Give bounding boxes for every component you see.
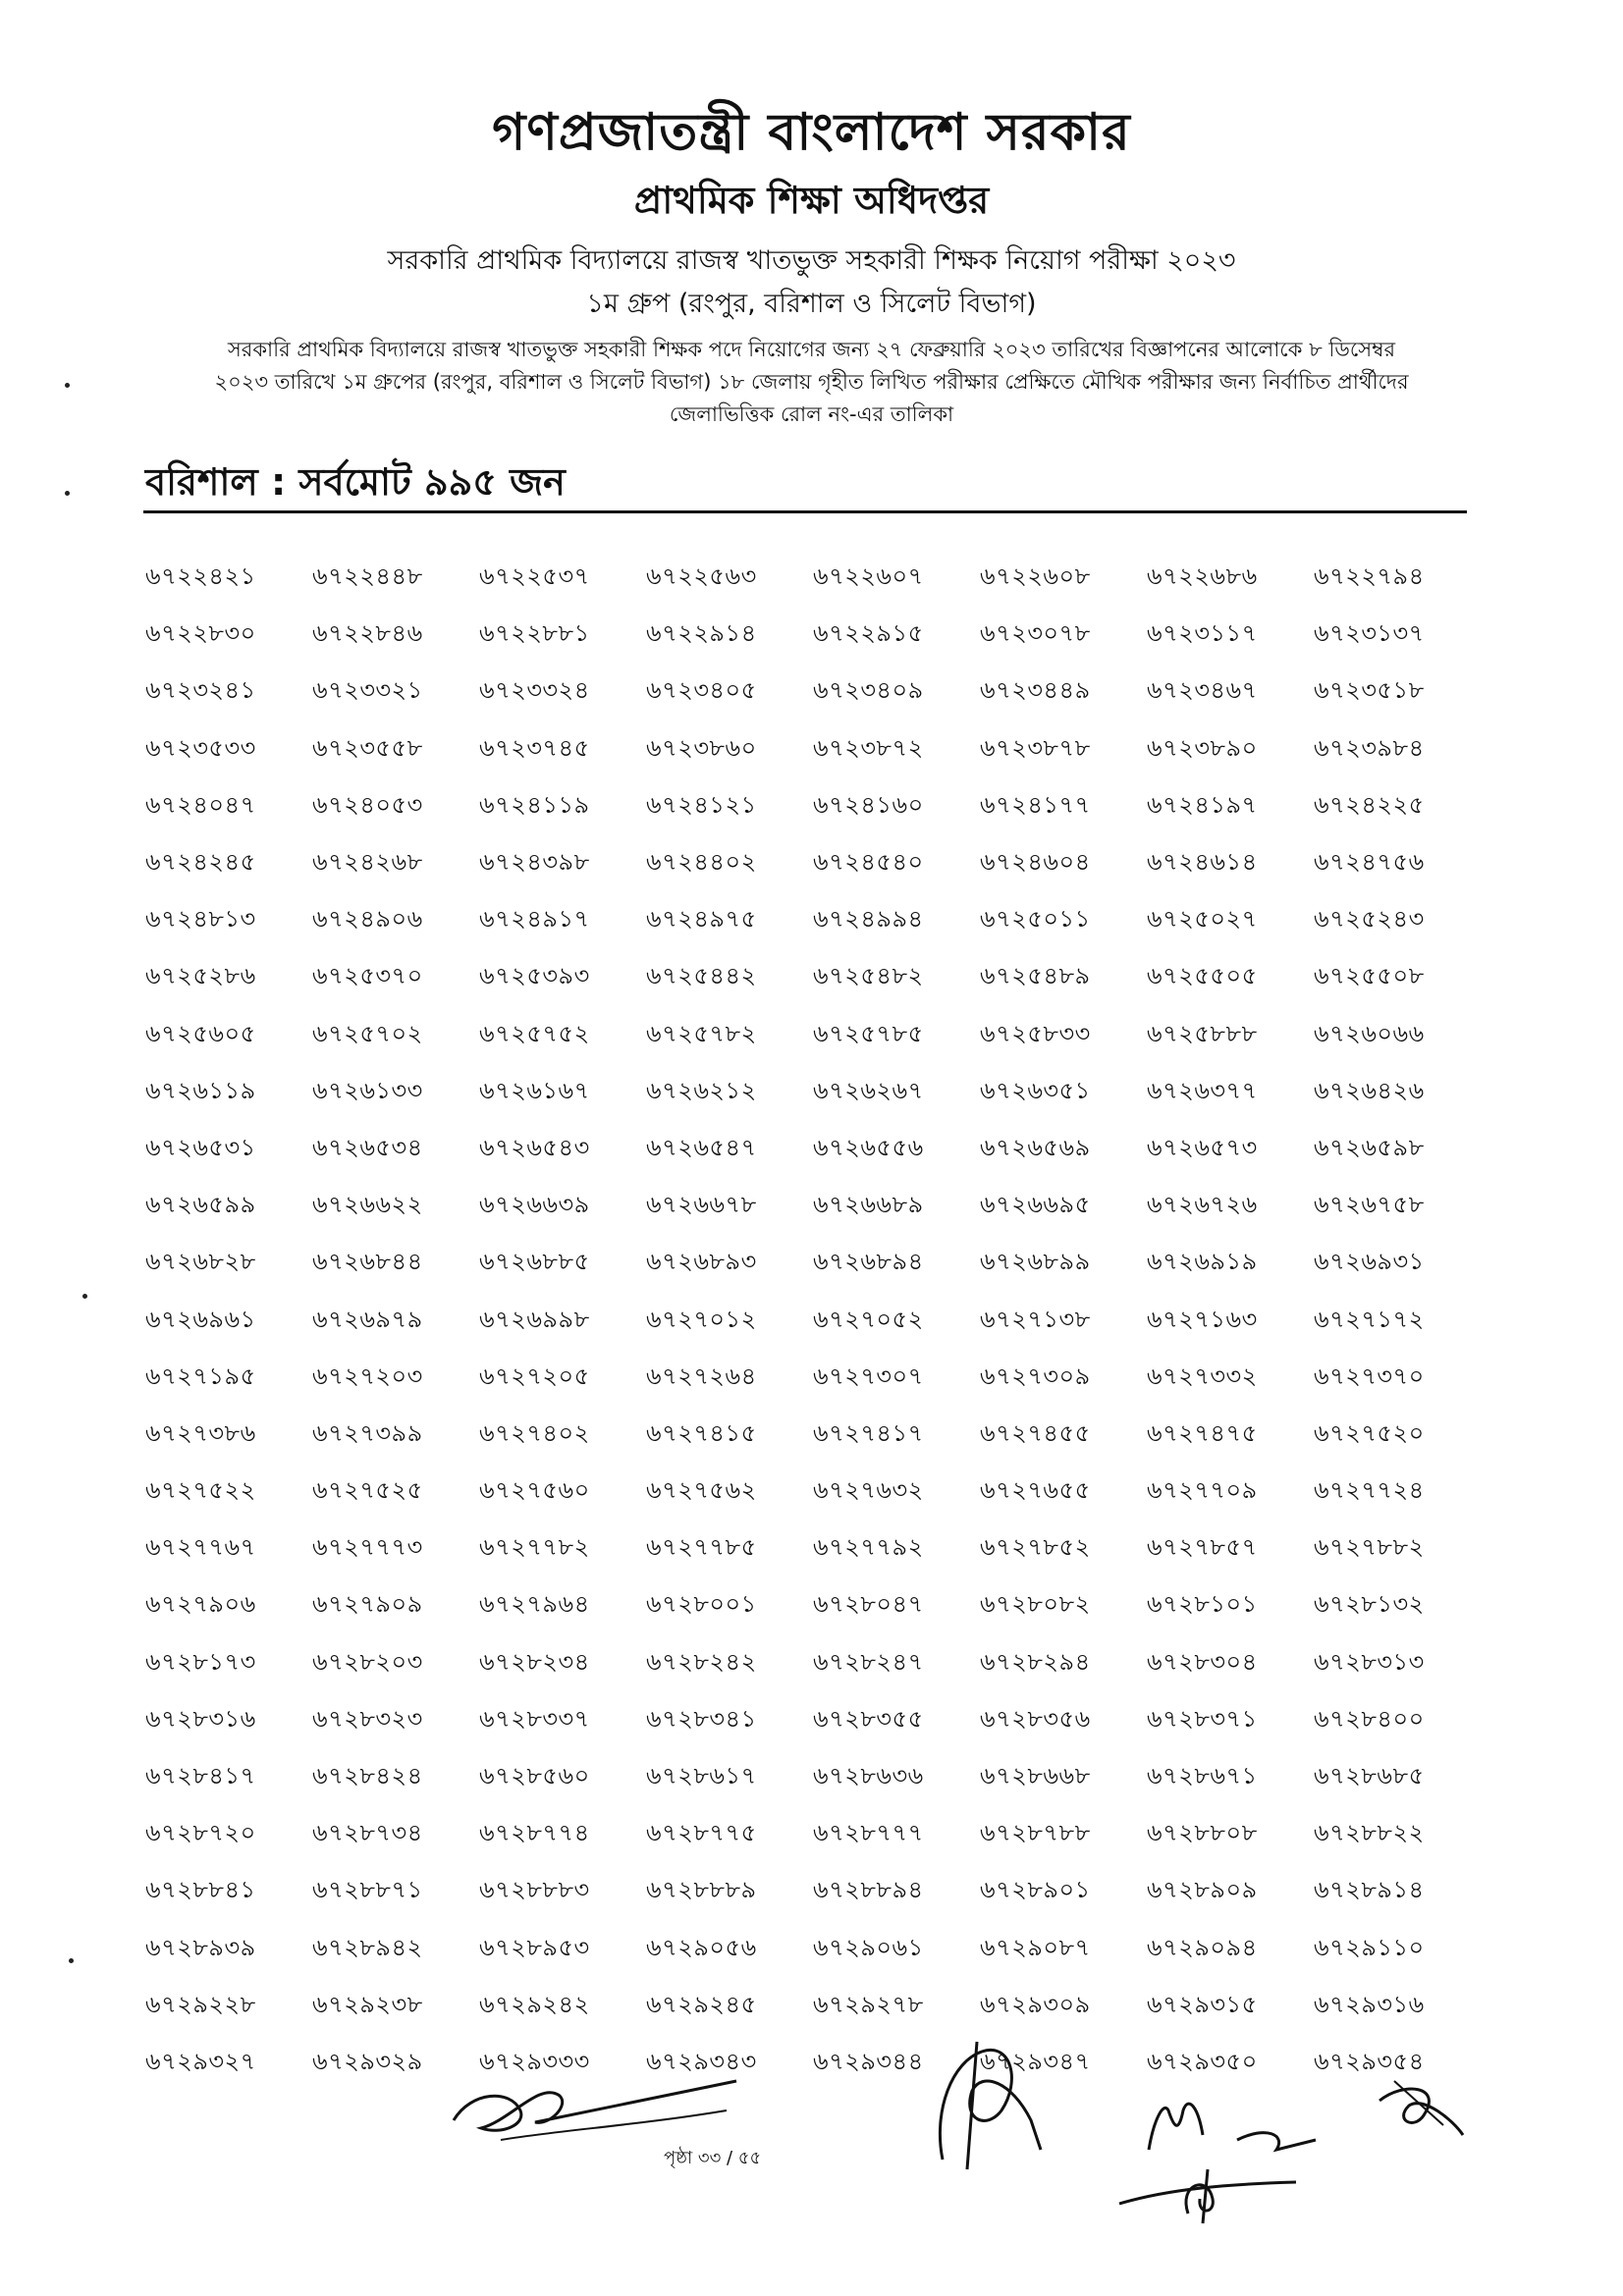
roll-number-cell: ৬৭২৬৭২৬ (1147, 1191, 1258, 1219)
roll-number-cell: ৬৭২৭৫২০ (1314, 1418, 1425, 1447)
roll-number-cell: ৬৭২৬৬৭৮ (646, 1191, 757, 1219)
roll-number-cell: ৬৭২৩৮৯০ (1147, 733, 1258, 762)
roll-number-cell: ৬৭২২৫৬৩ (646, 562, 757, 591)
roll-number-cell: ৬৭২৬৬৩৯ (479, 1191, 590, 1219)
roll-number-cell: ৬৭২৪০৫৩ (312, 790, 423, 819)
roll-number-cell: ৬৭২২৫৩৭ (479, 562, 590, 591)
roll-number-cell: ৬৭২৩০৭৮ (980, 619, 1091, 648)
roll-number-cell: ৬৭২৮৩৫৫ (813, 1704, 924, 1733)
roll-number-cell: ৬৭২৫২৮৬ (145, 962, 256, 990)
scan-speck (65, 491, 70, 496)
roll-number-cell: ৬৭২৬৫৯৯ (145, 1191, 256, 1219)
roll-number-cell: ৬৭২৭৫২৫ (312, 1476, 423, 1505)
roll-number-cell: ৬৭২৯০৮৭ (980, 1933, 1091, 1961)
roll-number-cell: ৬৭২৬১৩৩ (312, 1076, 423, 1104)
roll-number-cell: ৬৭২৮২৩৪ (479, 1647, 590, 1676)
roll-number-cell: ৬৭২২৮৮১ (479, 619, 590, 648)
roll-number-cell: ৬৭২৩১৩৭ (1314, 619, 1425, 648)
roll-number-cell: ৬৭২৭০১২ (646, 1305, 757, 1333)
roll-number-cell: ৬৭২৬৭৫৮ (1314, 1191, 1425, 1219)
roll-number-cell: ৬৭২৩৫৩৩ (145, 733, 256, 762)
roll-number-cell: ৬৭২৭৩০৭ (813, 1362, 924, 1390)
roll-number-cell: ৬৭২৯০৯৪ (1147, 1933, 1258, 1961)
roll-number-cell: ৬৭২৫৬০৫ (145, 1019, 256, 1047)
exam-title: সরকারি প্রাথমিক বিদ্যালয়ে রাজস্ব খাতভুক্ত সহকারী শিক্ষক নিয়োগ পরীক্ষা ২০২৩ (387, 245, 1236, 276)
roll-number-cell: ৬৭২৫২৪৩ (1314, 905, 1425, 934)
roll-number-cell: ৬৭২৮৮০৮ (1147, 1819, 1258, 1847)
roll-number-cell: ৬৭২৫৭৮২ (646, 1019, 757, 1047)
roll-number-cell: ৬৭২৮৭৭৪ (479, 1819, 590, 1847)
roll-number-table (145, 550, 1481, 2092)
roll-number-cell: ৬৭২৮৩৭১ (1147, 1704, 1258, 1733)
roll-number-cell: ৬৭২৮২৪৭ (813, 1647, 924, 1676)
roll-number-cell: ৬৭২৮৩৪১ (646, 1704, 757, 1733)
roll-number-cell: ৬৭২৩৫৫৮ (312, 733, 423, 762)
roll-number-cell: ৬৭২৮৯৫৩ (479, 1933, 590, 1961)
roll-number-cell: ৬৭২৮৭৭৭ (813, 1819, 924, 1847)
roll-number-cell: ৬৭২৭৭৮৫ (646, 1533, 757, 1562)
roll-number-cell: ৬৭২৩৪৪৯ (980, 676, 1091, 705)
roll-number-cell: ৬৭২২৬০৮ (980, 562, 1091, 591)
roll-number-cell: ৬৭২৭৭৬৭ (145, 1533, 256, 1562)
roll-number-cell: ৬৭২৪৯৭৫ (646, 905, 757, 934)
document-header (0, 98, 1623, 431)
roll-number-cell: ৬৭২৭৪১৫ (646, 1418, 757, 1447)
roll-number-cell: ৬৭২৬৫৬৯ (980, 1133, 1091, 1161)
roll-number-cell: ৬৭২৩৪০৯ (813, 676, 924, 705)
roll-number-cell: ৬৭২৮৩১৬ (145, 1704, 256, 1733)
roll-number-cell: ৬৭২২৯১৫ (813, 619, 924, 648)
roll-number-cell: ৬৭২৮৬৭১ (1147, 1762, 1258, 1790)
roll-number-cell: ৬৭২৮৭৭৫ (646, 1819, 757, 1847)
roll-number-cell: ৬৭২৪৩৯৮ (479, 848, 590, 877)
roll-number-cell: ৬৭২৪৬০৪ (980, 848, 1091, 877)
roll-number-cell: ৬৭২৭৯০৬ (145, 1590, 256, 1619)
roll-number-cell: ৬৭২৮৬৬৮ (980, 1762, 1091, 1790)
signature-5 (1109, 2155, 1306, 2233)
roll-number-cell: ৬৭২৬৮২৮ (145, 1248, 256, 1276)
roll-number-cell: ৬৭২৭৪৭৫ (1147, 1418, 1258, 1447)
roll-number-cell: ৬৭২৮৩৩৭ (479, 1704, 590, 1733)
roll-number-cell: ৬৭২৮৮৭১ (312, 1876, 423, 1904)
roll-number-cell: ৬৭২৪৭৫৬ (1314, 848, 1425, 877)
roll-number-cell: ৬৭২৯৩৩৩ (479, 2047, 590, 2075)
roll-number-cell: ৬৭২৯১১০ (1314, 1933, 1425, 1961)
roll-number-cell: ৬৭২৪৬১৪ (1147, 848, 1258, 877)
roll-number-cell: ৬৭২৬৬৮৯ (813, 1191, 924, 1219)
roll-number-cell: ৬৭২৮৩২৩ (312, 1704, 423, 1733)
roll-number-cell: ৬৭২৫৪৪২ (646, 962, 757, 990)
roll-number-cell: ৬৭২৯৩১৬ (1314, 1990, 1425, 2018)
roll-number-cell: ৬৭২৮৫৬০ (479, 1762, 590, 1790)
roll-number-cell: ৬৭২৪২২৫ (1314, 790, 1425, 819)
roll-number-cell: ৬৭২৭৫৬০ (479, 1476, 590, 1505)
roll-number-cell: ৬৭২৩৮৬০ (646, 733, 757, 762)
roll-number-cell: ৬৭২৬৫৪৭ (646, 1133, 757, 1161)
roll-number-cell: ৬৭২৫৭৮৫ (813, 1019, 924, 1047)
roll-number-cell: ৬৭২৮৬৩৬ (813, 1762, 924, 1790)
roll-number-cell: ৬৭২৪২৪৫ (145, 848, 256, 877)
roll-number-cell: ৬৭২৮৯০৯ (1147, 1876, 1258, 1904)
roll-number-cell: ৬৭২৭৭৯২ (813, 1533, 924, 1562)
roll-number-cell: ৬৭২৭৭০৯ (1147, 1476, 1258, 1505)
roll-number-cell: ৬৭২৯০৫৬ (646, 1933, 757, 1961)
roll-number-cell: ৬৭২৭৬৫৫ (980, 1476, 1091, 1505)
roll-number-cell: ৬৭২৮০০১ (646, 1590, 757, 1619)
roll-number-cell: ৬৭২৬৫৪৩ (479, 1133, 590, 1161)
roll-number-cell: ৬৭২৫৩৭০ (312, 962, 423, 990)
roll-number-cell: ৬৭২৬৯৬১ (145, 1305, 256, 1333)
roll-number-cell: ৬৭২৯৩৪৩ (646, 2047, 757, 2075)
roll-number-cell: ৬৭২৮৩১৩ (1314, 1647, 1425, 1676)
roll-number-cell: ৬৭২৮৮৪১ (145, 1876, 256, 1904)
roll-number-cell: ৬৭২৮০৮২ (980, 1590, 1091, 1619)
roll-number-cell: ৬৭২৮৪২৪ (312, 1762, 423, 1790)
roll-number-cell: ৬৭২৯৩৫৪ (1314, 2047, 1425, 2075)
roll-number-cell: ৬৭২৪১১৯ (479, 790, 590, 819)
signature-4 (1365, 2061, 1483, 2150)
roll-number-cell: ৬৭২৪৯১৭ (479, 905, 590, 934)
roll-number-cell: ৬৭২২৮৪৬ (312, 619, 423, 648)
roll-number-cell: ৬৭২৪০৪৭ (145, 790, 256, 819)
roll-number-cell: ৬৭২৫৫০৮ (1314, 962, 1425, 990)
roll-number-cell: ৬৭২৬৯৭৯ (312, 1305, 423, 1333)
roll-number-cell: ৬৭২৮৩০৪ (1147, 1647, 1258, 1676)
roll-number-cell: ৬৭২৭৭২৪ (1314, 1476, 1425, 1505)
roll-number-cell: ৬৭২৮৬৮৫ (1314, 1762, 1425, 1790)
roll-number-cell: ৬৭২৪১৯৭ (1147, 790, 1258, 819)
roll-number-cell: ৬৭২৩৪৬৭ (1147, 676, 1258, 705)
roll-number-cell: ৬৭২৬৫৩৪ (312, 1133, 423, 1161)
roll-number-cell: ৬৭২২৭৯৪ (1314, 562, 1425, 591)
roll-number-cell: ৬৭২৮২৪২ (646, 1647, 757, 1676)
roll-number-cell: ৬৭২৯০৬১ (813, 1933, 924, 1961)
roll-number-cell: ৬৭২৬৫৫৬ (813, 1133, 924, 1161)
roll-number-cell: ৬৭২৪৯৯৪ (813, 905, 924, 934)
roll-number-cell: ৬৭২৪৫৪০ (813, 848, 924, 877)
roll-number-cell: ৬৭২৮৭৩৪ (312, 1819, 423, 1847)
roll-number-cell: ৬৭২৫৪৮২ (813, 962, 924, 990)
roll-number-cell: ৬৭২৮৮৯৪ (813, 1876, 924, 1904)
roll-number-cell: ৬৭২৬২১২ (646, 1076, 757, 1104)
roll-number-cell: ৬৭২৮০৪৭ (813, 1590, 924, 1619)
roll-number-cell: ৬৭২৩৩২৪ (479, 676, 590, 705)
scan-speck (65, 383, 70, 388)
roll-number-cell: ৬৭২৩১১৭ (1147, 619, 1258, 648)
roll-number-cell: ৬৭২৭৮৫২ (980, 1533, 1091, 1562)
division-heading: বরিশাল : সর্বমোট ৯৯৫ জন (145, 460, 566, 504)
roll-number-cell: ৬৭২৭৫২২ (145, 1476, 256, 1505)
roll-number-cell: ৬৭২২৪২১ (145, 562, 256, 591)
roll-number-cell: ৬৭২৮৯০১ (980, 1876, 1091, 1904)
roll-number-cell: ৬৭২২৪৪৮ (312, 562, 423, 591)
roll-number-cell: ৬৭২৮৬১৭ (646, 1762, 757, 1790)
roll-number-cell: ৬৭২৮৭২০ (145, 1819, 256, 1847)
roll-number-cell: ৬৭২৭৪০২ (479, 1418, 590, 1447)
roll-number-cell: ৬৭২৫৮৩৩ (980, 1019, 1091, 1047)
roll-number-cell: ৬৭২৮১৭৩ (145, 1647, 256, 1676)
roll-number-cell: ৬৭২৭১৩৮ (980, 1305, 1091, 1333)
roll-number-cell: ৬৭২৯২৪৫ (646, 1990, 757, 2018)
roll-number-cell: ৬৭২৬৩৭৭ (1147, 1076, 1258, 1104)
signature-1 (442, 2052, 756, 2150)
roll-number-cell: ৬৭২৬৮৮৫ (479, 1248, 590, 1276)
roll-number-cell: ৬৭২৪১২১ (646, 790, 757, 819)
roll-number-cell: ৬৭২৫৫০৫ (1147, 962, 1258, 990)
roll-number-cell: ৬৭২৮১০১ (1147, 1590, 1258, 1619)
roll-number-cell: ৬৭২৭৩৯৯ (312, 1418, 423, 1447)
roll-number-cell: ৬৭২৬৮৯৩ (646, 1248, 757, 1276)
roll-number-cell: ৬৭২৮৪০০ (1314, 1704, 1425, 1733)
roll-number-cell: ৬৭২৬৮৪৪ (312, 1248, 423, 1276)
roll-number-cell: ৬৭২২৮৩০ (145, 619, 256, 648)
roll-number-cell: ৬৭২৩৮৭২ (813, 733, 924, 762)
roll-number-cell: ৬৭২৬৯১৯ (1147, 1248, 1258, 1276)
roll-number-cell: ৬৭২৬৮৯৯ (980, 1248, 1091, 1276)
roll-number-cell: ৬৭২৮৯৪২ (312, 1933, 423, 1961)
roll-number-cell: ৬৭২৭৭৮২ (479, 1533, 590, 1562)
roll-number-cell: ৬৭২৭৩৭০ (1314, 1362, 1425, 1390)
heading-divider (143, 510, 1467, 513)
group-title: ১ম গ্রুপ (রংপুর, বরিশাল ও সিলেট বিভাগ) (586, 289, 1037, 319)
scan-speck (69, 1958, 74, 1963)
roll-number-cell: ৬৭২৫৭০২ (312, 1019, 423, 1047)
scan-speck (82, 1294, 87, 1299)
roll-number-cell: ৬৭২৬৩৫১ (980, 1076, 1091, 1104)
roll-number-cell: ৬৭২৩৩২১ (312, 676, 423, 705)
list-description: সরকারি প্রাথমিক বিদ্যালয়ে রাজস্ব খাতভুক্ত সহকারী শিক্ষক পদে নিয়োগের জন্য ২৭ ফেব্রুয়ারি ২০২৩ তারিখের বিজ্ঞাপনের আলোকে ৮ ডিসেম্বর ২০২৩ তারিখে ১ম গ্রুপের (রংপুর, বরিশাল ও সিলেট বিভাগ) ১৮ জেলায় গৃহীত লিখিত পরীক্ষার প্রেক্ষিতে মৌখিক পরীক্ষার জন্য নির্বাচিত প্রার্থীদের জেলাভিত্তিক রোল নং-এর তালিকা (214, 338, 1409, 426)
roll-number-cell: ৬৭২৩৮৭৮ (980, 733, 1091, 762)
roll-number-cell: ৬৭২৭৯০৯ (312, 1590, 423, 1619)
roll-number-cell: ৬৭২৯২৩৮ (312, 1990, 423, 2018)
roll-number-cell: ৬৭২৬৬২২ (312, 1191, 423, 1219)
roll-number-cell: ৬৭২৩৭৪৫ (479, 733, 590, 762)
roll-number-cell: ৬৭২৯২৭৮ (813, 1990, 924, 2018)
roll-number-cell: ৬৭২৪৯০৬ (312, 905, 423, 934)
roll-number-cell: ৬৭২৭২০৩ (312, 1362, 423, 1390)
roll-number-cell: ৬৭২৯৩৪৭ (980, 2047, 1091, 2075)
roll-number-cell: ৬৭২৬৫৯৮ (1314, 1133, 1425, 1161)
department-title: প্রাথমিক শিক্ষা অধিদপ্তর (633, 179, 990, 222)
roll-number-cell: ৬৭২৫০২৭ (1147, 905, 1258, 934)
roll-number-cell: ৬৭২৭৩৩২ (1147, 1362, 1258, 1390)
roll-number-cell: ৬৭২৯২২৮ (145, 1990, 256, 2018)
roll-number-cell: ৬৭২৬১১৯ (145, 1076, 256, 1104)
roll-number-cell: ৬৭২৫৮৮৮ (1147, 1019, 1258, 1047)
roll-number-cell: ৬৭২৭৩৮৬ (145, 1418, 256, 1447)
roll-number-cell: ৬৭২৮৯৩৯ (145, 1933, 256, 1961)
roll-number-cell: ৬৭২৪২৬৮ (312, 848, 423, 877)
roll-number-cell: ৬৭২৩২৪১ (145, 676, 256, 705)
roll-number-cell: ৬৭২৬০৬৬ (1314, 1019, 1425, 1047)
government-title: গণপ্রজাতন্ত্রী বাংলাদেশ সরকার (492, 103, 1131, 162)
roll-number-cell: ৬৭২৭১৯৫ (145, 1362, 256, 1390)
roll-number-cell: ৬৭২৮২০৩ (312, 1647, 423, 1676)
roll-number-cell: ৬৭২৮৪১৭ (145, 1762, 256, 1790)
page-number: পৃষ্ঠা ৩৩ / ৫৫ (664, 2148, 762, 2168)
roll-number-cell: ৬৭২৮৩৫৬ (980, 1704, 1091, 1733)
roll-number-cell: ৬৭২৮৮৮৯ (646, 1876, 757, 1904)
roll-number-cell: ৬৭২৭৮৮২ (1314, 1533, 1425, 1562)
roll-number-cell: ৬৭২৫৩৯৩ (479, 962, 590, 990)
roll-number-cell: ৬৭২৭১৭২ (1314, 1305, 1425, 1333)
roll-number-cell: ৬৭২৮২৯৪ (980, 1647, 1091, 1676)
roll-number-cell: ৬৭২৯৩২৭ (145, 2047, 256, 2075)
roll-number-cell: ৬৭২৩৫১৮ (1314, 676, 1425, 705)
roll-number-cell: ৬৭২৮১৩২ (1314, 1590, 1425, 1619)
roll-number-cell: ৬৭২৮৮৮৩ (479, 1876, 590, 1904)
roll-number-cell: ৬৭২৯৩০৯ (980, 1990, 1091, 2018)
roll-number-cell: ৬৭২৩৪০৫ (646, 676, 757, 705)
roll-number-cell: ৬৭২৯৩৪৪ (813, 2047, 924, 2075)
roll-number-cell: ৬৭২৭৬৩২ (813, 1476, 924, 1505)
roll-number-cell: ৬৭২৯৩৫০ (1147, 2047, 1258, 2075)
roll-number-cell: ৬৭২৭৫৬২ (646, 1476, 757, 1505)
roll-number-cell: ৬৭২৬৬৯৫ (980, 1191, 1091, 1219)
roll-number-cell: ৬৭২৬৫৩১ (145, 1133, 256, 1161)
roll-number-cell: ৬৭২৬৯৯৮ (479, 1305, 590, 1333)
roll-number-cell: ৬৭২৯৩২৯ (312, 2047, 423, 2075)
roll-number-cell: ৬৭২৭৪১৭ (813, 1418, 924, 1447)
roll-number-cell: ৬৭২৫০১১ (980, 905, 1091, 934)
roll-number-cell: ৬৭২৪৮১৩ (145, 905, 256, 934)
roll-number-cell: ৬৭২৯৩১৫ (1147, 1990, 1258, 2018)
roll-number-cell: ৬৭২৩৯৮৪ (1314, 733, 1425, 762)
roll-number-cell: ৬৭২৮৮২২ (1314, 1819, 1425, 1847)
roll-number-cell: ৬৭২৬৮৯৪ (813, 1248, 924, 1276)
roll-number-cell: ৬৭২৬৫৭৩ (1147, 1133, 1258, 1161)
roll-number-cell: ৬৭২৪১৭৭ (980, 790, 1091, 819)
roll-number-cell: ৬৭২৭৭৭৩ (312, 1533, 423, 1562)
roll-number-cell: ৬৭২৭৩০৯ (980, 1362, 1091, 1390)
roll-number-cell: ৬৭২৭০৫২ (813, 1305, 924, 1333)
roll-number-cell: ৬৭২৭২০৫ (479, 1362, 590, 1390)
roll-number-cell: ৬৭২৯২৪২ (479, 1990, 590, 2018)
roll-number-cell: ৬৭২৭৪৫৫ (980, 1418, 1091, 1447)
roll-number-cell: ৬৭২৭১৬৩ (1147, 1305, 1258, 1333)
roll-number-cell: ৬৭২২৬৮৬ (1147, 562, 1258, 591)
signature-2 (923, 2022, 1051, 2179)
roll-number-cell: ৬৭২৮৯১৪ (1314, 1876, 1425, 1904)
roll-number-cell: ৬৭২৬৪২৬ (1314, 1076, 1425, 1104)
roll-number-cell: ৬৭২৪৪০২ (646, 848, 757, 877)
roll-number-cell: ৬৭২৫৪৮৯ (980, 962, 1091, 990)
roll-number-cell: ৬৭২৫৭৫২ (479, 1019, 590, 1047)
roll-number-cell: ৬৭২৭৮৫৭ (1147, 1533, 1258, 1562)
roll-number-cell: ৬৭২৭৯৬৪ (479, 1590, 590, 1619)
roll-number-cell: ৬৭২৭২৬৪ (646, 1362, 757, 1390)
roll-number-cell: ৬৭২৬৯৩১ (1314, 1248, 1425, 1276)
roll-number-cell: ৬৭২৪১৬০ (813, 790, 924, 819)
roll-number-cell: ৬৭২৮৭৮৮ (980, 1819, 1091, 1847)
roll-number-cell: ৬৭২৬১৬৭ (479, 1076, 590, 1104)
roll-number-cell: ৬৭২২৯১৪ (646, 619, 757, 648)
roll-number-cell: ৬৭২২৬০৭ (813, 562, 924, 591)
roll-number-cell: ৬৭২৬২৬৭ (813, 1076, 924, 1104)
